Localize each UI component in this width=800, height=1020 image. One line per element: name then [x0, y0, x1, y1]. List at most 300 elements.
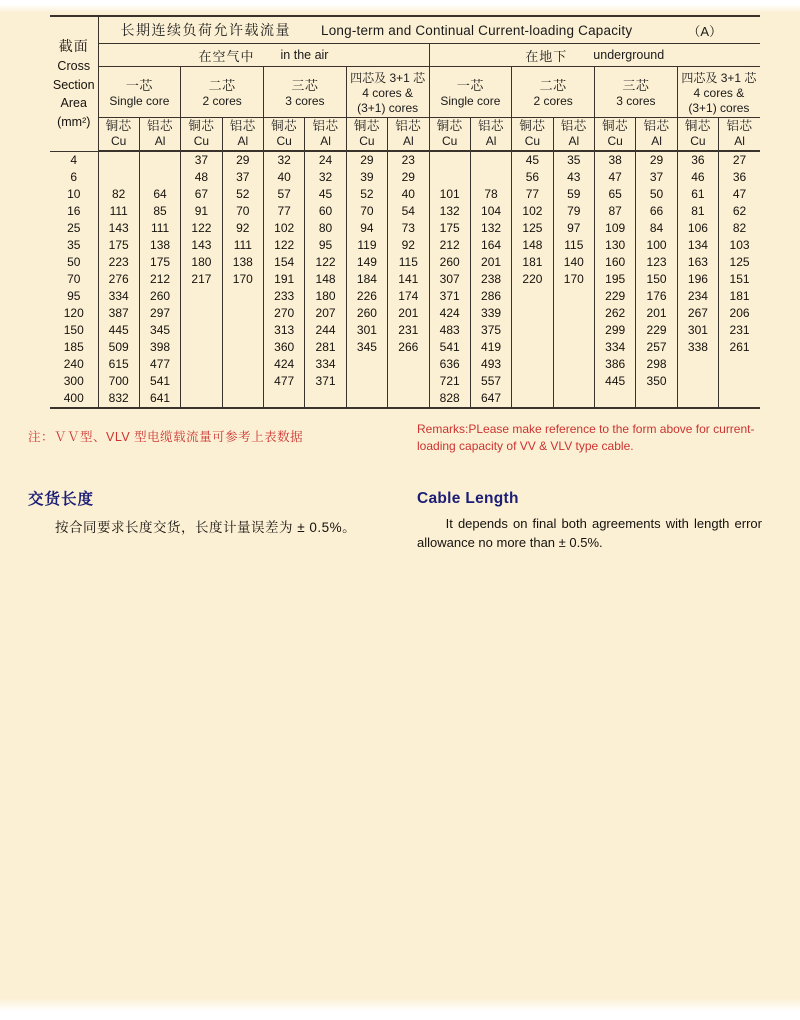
capacity-cell: 59 [553, 186, 594, 203]
table-row [50, 237, 760, 254]
capacity-cell: 170 [222, 271, 263, 288]
capacity-cell: 106 [677, 220, 718, 237]
note-cn: 注：ＶＶ型、VLV 型电缆载流量可参考上表数据 [28, 430, 304, 444]
capacity-cell: 148 [512, 237, 553, 254]
capacity-cell: 77 [264, 203, 305, 220]
capacity-cell: 371 [305, 373, 346, 390]
capacity-table-container [50, 15, 760, 409]
title-row [50, 16, 760, 44]
capacity-cell: 38 [595, 151, 636, 169]
capacity-cell: 151 [719, 271, 760, 288]
capacity-cell: 37 [222, 169, 263, 186]
capacity-cell [636, 390, 677, 408]
capacity-cell: 641 [139, 390, 180, 408]
section-in-air [98, 44, 429, 67]
capacity-table-body [50, 151, 760, 408]
capacity-cell: 61 [677, 186, 718, 203]
aluminum-header: 铝芯 Al [139, 118, 180, 152]
capacity-table [50, 15, 760, 409]
capacity-cell: 36 [677, 151, 718, 169]
capacity-cell: 260 [346, 305, 387, 322]
capacity-table-header [50, 16, 760, 151]
capacity-cell: 191 [264, 271, 305, 288]
capacity-cell: 557 [470, 373, 511, 390]
area-label: 35 [50, 237, 98, 254]
capacity-cell: 123 [636, 254, 677, 271]
capacity-cell: 387 [98, 305, 139, 322]
table-row [50, 151, 760, 169]
section-row [50, 44, 760, 67]
table-title-unit: （A） [687, 23, 722, 39]
capacity-cell: 37 [181, 151, 222, 169]
capacity-cell: 143 [181, 237, 222, 254]
capacity-cell [719, 373, 760, 390]
capacity-cell: 181 [719, 288, 760, 305]
capacity-cell: 339 [470, 305, 511, 322]
capacity-cell: 483 [429, 322, 470, 339]
capacity-cell: 301 [677, 322, 718, 339]
capacity-cell [512, 390, 553, 408]
capacity-cell: 244 [305, 322, 346, 339]
capacity-cell [181, 305, 222, 322]
capacity-cell: 150 [636, 271, 677, 288]
capacity-cell: 257 [636, 339, 677, 356]
capacity-cell: 23 [388, 151, 429, 169]
capacity-cell [222, 373, 263, 390]
capacity-cell: 80 [305, 220, 346, 237]
capacity-cell: 477 [264, 373, 305, 390]
capacity-cell: 115 [388, 254, 429, 271]
capacity-cell: 270 [264, 305, 305, 322]
capacity-cell: 700 [98, 373, 139, 390]
capacity-cell: 180 [181, 254, 222, 271]
capacity-cell: 67 [181, 186, 222, 203]
capacity-cell: 493 [470, 356, 511, 373]
capacity-cell: 828 [429, 390, 470, 408]
capacity-cell: 163 [677, 254, 718, 271]
capacity-cell: 201 [470, 254, 511, 271]
table-title-en: Long-term and Continual Current-loading Capacity [321, 22, 633, 38]
cable-length-body-en: It depends on final both agreements with length error allowance no more than ± 0.5%. [417, 516, 762, 550]
capacity-cell: 164 [470, 237, 511, 254]
table-row [50, 169, 760, 186]
capacity-cell [388, 390, 429, 408]
capacity-cell [181, 288, 222, 305]
core-type-row [50, 67, 760, 118]
table-row [50, 390, 760, 408]
section-underground-cn: 在地下 [525, 48, 568, 64]
capacity-cell [346, 356, 387, 373]
capacity-cell: 45 [305, 186, 346, 203]
cable-length-body-cn: 按合同要求长度交货，长度计量误差为 ± 0.5%。 [55, 520, 357, 535]
capacity-cell [181, 373, 222, 390]
capacity-cell [98, 151, 139, 169]
capacity-cell: 721 [429, 373, 470, 390]
capacity-cell: 238 [470, 271, 511, 288]
capacity-cell: 424 [264, 356, 305, 373]
table-row [50, 322, 760, 339]
capacity-cell: 47 [595, 169, 636, 186]
page-bottom-fade [0, 998, 800, 1020]
capacity-cell: 184 [346, 271, 387, 288]
capacity-cell [388, 373, 429, 390]
capacity-cell [139, 169, 180, 186]
capacity-cell: 52 [346, 186, 387, 203]
capacity-cell: 143 [98, 220, 139, 237]
capacity-cell: 81 [677, 203, 718, 220]
table-row [50, 356, 760, 373]
capacity-cell: 170 [553, 271, 594, 288]
capacity-cell: 149 [346, 254, 387, 271]
capacity-cell: 39 [346, 169, 387, 186]
aluminum-header: 铝芯 Al [719, 118, 760, 152]
table-title-cell [98, 16, 760, 44]
capacity-cell: 134 [677, 237, 718, 254]
capacity-cell: 46 [677, 169, 718, 186]
aluminum-header: 铝芯 Al [388, 118, 429, 152]
capacity-cell: 29 [636, 151, 677, 169]
capacity-cell: 313 [264, 322, 305, 339]
area-label: 50 [50, 254, 98, 271]
area-label: 10 [50, 186, 98, 203]
capacity-cell [719, 356, 760, 373]
cable-length-heading-cn: 交货长度 [28, 491, 95, 508]
capacity-cell: 101 [429, 186, 470, 203]
capacity-cell: 206 [719, 305, 760, 322]
capacity-cell [181, 390, 222, 408]
capacity-cell: 212 [429, 237, 470, 254]
capacity-cell [470, 151, 511, 169]
capacity-cell: 345 [139, 322, 180, 339]
underground-single-core-header: 一芯 Single core [429, 67, 512, 118]
air-2-cores-header: 二芯 2 cores [181, 67, 264, 118]
capacity-cell: 65 [595, 186, 636, 203]
copper-header: 铜芯 Cu [181, 118, 222, 152]
area-label: 185 [50, 339, 98, 356]
capacity-cell: 132 [470, 220, 511, 237]
copper-header: 铜芯 Cu [677, 118, 718, 152]
capacity-cell: 233 [264, 288, 305, 305]
capacity-cell: 35 [553, 151, 594, 169]
table-row [50, 186, 760, 203]
table-row [50, 220, 760, 237]
capacity-cell: 175 [139, 254, 180, 271]
capacity-cell: 231 [388, 322, 429, 339]
capacity-cell: 195 [595, 271, 636, 288]
capacity-cell [429, 169, 470, 186]
capacity-cell: 77 [512, 186, 553, 203]
cross-section-cn: 截面 [58, 37, 89, 54]
capacity-cell: 64 [139, 186, 180, 203]
copper-header: 铜芯 Cu [595, 118, 636, 152]
capacity-cell [264, 390, 305, 408]
copper-header: 铜芯 Cu [264, 118, 305, 152]
capacity-cell [719, 390, 760, 408]
capacity-cell: 267 [677, 305, 718, 322]
capacity-cell: 73 [388, 220, 429, 237]
capacity-cell [512, 339, 553, 356]
capacity-cell: 138 [222, 254, 263, 271]
section-underground-en: underground [593, 48, 665, 62]
capacity-cell: 24 [305, 151, 346, 169]
capacity-cell: 174 [388, 288, 429, 305]
capacity-cell: 130 [595, 237, 636, 254]
capacity-cell: 297 [139, 305, 180, 322]
aluminum-header: 铝芯 Al [305, 118, 346, 152]
capacity-cell: 220 [512, 271, 553, 288]
capacity-cell [222, 305, 263, 322]
capacity-cell: 229 [636, 322, 677, 339]
capacity-cell [305, 390, 346, 408]
air-3-cores-header: 三芯 3 cores [264, 67, 347, 118]
capacity-cell: 276 [98, 271, 139, 288]
capacity-cell: 229 [595, 288, 636, 305]
capacity-cell [181, 356, 222, 373]
air-single-core-header: 一芯 Single core [98, 67, 181, 118]
capacity-cell: 260 [139, 288, 180, 305]
capacity-cell: 231 [719, 322, 760, 339]
cross-section-en-line1: Cross [57, 58, 91, 73]
capacity-cell: 82 [719, 220, 760, 237]
capacity-cell: 141 [388, 271, 429, 288]
air-4-cores-header: 四芯及 3+1 芯 4 cores & (3+1) cores [346, 67, 429, 118]
capacity-cell: 132 [429, 203, 470, 220]
capacity-cell: 91 [181, 203, 222, 220]
capacity-cell: 419 [470, 339, 511, 356]
capacity-cell: 207 [305, 305, 346, 322]
capacity-cell: 345 [346, 339, 387, 356]
copper-header: 铜芯 Cu [429, 118, 470, 152]
capacity-cell: 125 [512, 220, 553, 237]
capacity-cell [222, 356, 263, 373]
area-label: 240 [50, 356, 98, 373]
capacity-cell [595, 390, 636, 408]
note-en: Remarks:PLease make reference to the form above for current-loading capacity of VV & VLV type cable. [417, 422, 755, 454]
capacity-cell [553, 305, 594, 322]
capacity-cell: 299 [595, 322, 636, 339]
capacity-cell [470, 169, 511, 186]
capacity-cell: 286 [470, 288, 511, 305]
capacity-cell: 92 [388, 237, 429, 254]
cable-length-heading-en: Cable Length [417, 490, 519, 507]
capacity-cell: 115 [553, 237, 594, 254]
capacity-cell: 175 [429, 220, 470, 237]
copper-header: 铜芯 Cu [98, 118, 139, 152]
copper-header: 铜芯 Cu [512, 118, 553, 152]
capacity-cell [512, 305, 553, 322]
cross-section-header [50, 16, 98, 151]
capacity-cell: 62 [719, 203, 760, 220]
capacity-cell [512, 322, 553, 339]
area-label: 70 [50, 271, 98, 288]
capacity-cell: 154 [264, 254, 305, 271]
capacity-cell: 360 [264, 339, 305, 356]
capacity-cell: 85 [139, 203, 180, 220]
capacity-cell [98, 169, 139, 186]
capacity-cell: 54 [388, 203, 429, 220]
capacity-cell [553, 322, 594, 339]
capacity-cell: 29 [222, 151, 263, 169]
capacity-cell: 122 [264, 237, 305, 254]
capacity-cell [222, 390, 263, 408]
capacity-cell: 100 [636, 237, 677, 254]
capacity-cell [222, 288, 263, 305]
area-label: 150 [50, 322, 98, 339]
capacity-cell: 92 [222, 220, 263, 237]
page-top-fade [0, 0, 800, 13]
capacity-cell: 79 [553, 203, 594, 220]
capacity-cell: 477 [139, 356, 180, 373]
capacity-cell: 541 [429, 339, 470, 356]
area-label: 95 [50, 288, 98, 305]
aluminum-header: 铝芯 Al [553, 118, 594, 152]
capacity-cell: 111 [222, 237, 263, 254]
capacity-cell: 29 [388, 169, 429, 186]
underground-3-cores-header: 三芯 3 cores [595, 67, 678, 118]
capacity-cell: 32 [305, 169, 346, 186]
area-label: 6 [50, 169, 98, 186]
capacity-cell: 196 [677, 271, 718, 288]
table-row [50, 373, 760, 390]
capacity-cell: 212 [139, 271, 180, 288]
aluminum-header: 铝芯 Al [636, 118, 677, 152]
table-row [50, 288, 760, 305]
capacity-cell: 307 [429, 271, 470, 288]
capacity-cell: 832 [98, 390, 139, 408]
capacity-cell: 223 [98, 254, 139, 271]
capacity-cell: 334 [98, 288, 139, 305]
capacity-cell: 234 [677, 288, 718, 305]
capacity-cell: 298 [636, 356, 677, 373]
capacity-cell: 40 [388, 186, 429, 203]
capacity-cell: 509 [98, 339, 139, 356]
capacity-cell: 48 [181, 169, 222, 186]
capacity-cell [346, 390, 387, 408]
capacity-cell: 148 [305, 271, 346, 288]
table-row [50, 339, 760, 356]
capacity-cell [677, 356, 718, 373]
capacity-cell: 217 [181, 271, 222, 288]
capacity-cell: 636 [429, 356, 470, 373]
capacity-cell: 66 [636, 203, 677, 220]
capacity-cell: 350 [636, 373, 677, 390]
material-row [50, 118, 760, 152]
capacity-cell [429, 151, 470, 169]
cross-section-unit: (mm²) [57, 115, 91, 129]
capacity-cell: 95 [305, 237, 346, 254]
capacity-cell [388, 356, 429, 373]
capacity-cell: 111 [98, 203, 139, 220]
capacity-cell [512, 288, 553, 305]
capacity-cell: 386 [595, 356, 636, 373]
capacity-cell: 338 [677, 339, 718, 356]
capacity-cell: 47 [719, 186, 760, 203]
capacity-cell: 176 [636, 288, 677, 305]
table-row [50, 305, 760, 322]
capacity-cell [222, 339, 263, 356]
capacity-cell: 226 [346, 288, 387, 305]
capacity-cell [512, 373, 553, 390]
capacity-cell: 541 [139, 373, 180, 390]
underground-4-cores-header: 四芯及 3+1 芯 4 cores & (3+1) cores [677, 67, 760, 118]
section-underground [429, 44, 760, 67]
capacity-cell: 260 [429, 254, 470, 271]
capacity-cell: 109 [595, 220, 636, 237]
table-row [50, 271, 760, 288]
capacity-cell: 70 [222, 203, 263, 220]
capacity-cell: 615 [98, 356, 139, 373]
cross-section-en-line2: Section [52, 77, 95, 92]
capacity-cell: 70 [346, 203, 387, 220]
capacity-cell: 29 [346, 151, 387, 169]
capacity-cell: 160 [595, 254, 636, 271]
capacity-cell: 125 [719, 254, 760, 271]
section-in-air-en: in the air [280, 48, 329, 62]
capacity-cell: 45 [512, 151, 553, 169]
capacity-cell: 647 [470, 390, 511, 408]
capacity-cell [181, 322, 222, 339]
capacity-cell [512, 356, 553, 373]
capacity-cell [553, 339, 594, 356]
capacity-cell: 50 [636, 186, 677, 203]
area-label: 25 [50, 220, 98, 237]
capacity-cell: 371 [429, 288, 470, 305]
capacity-cell [181, 339, 222, 356]
capacity-cell: 37 [636, 169, 677, 186]
area-label: 4 [50, 151, 98, 169]
capacity-cell: 262 [595, 305, 636, 322]
aluminum-header: 铝芯 Al [470, 118, 511, 152]
capacity-cell: 84 [636, 220, 677, 237]
aluminum-header: 铝芯 Al [222, 118, 263, 152]
capacity-cell: 138 [139, 237, 180, 254]
copper-header: 铜芯 Cu [346, 118, 387, 152]
capacity-cell: 82 [98, 186, 139, 203]
capacity-cell: 43 [553, 169, 594, 186]
table-title-cn: 长期连续负荷允许载流量 [120, 22, 291, 38]
capacity-cell: 261 [719, 339, 760, 356]
capacity-cell: 102 [264, 220, 305, 237]
underground-2-cores-header: 二芯 2 cores [512, 67, 595, 118]
area-label: 400 [50, 390, 98, 408]
area-label: 300 [50, 373, 98, 390]
capacity-cell [677, 373, 718, 390]
capacity-cell: 175 [98, 237, 139, 254]
capacity-cell: 36 [719, 169, 760, 186]
capacity-cell: 281 [305, 339, 346, 356]
capacity-cell: 181 [512, 254, 553, 271]
capacity-cell: 111 [139, 220, 180, 237]
capacity-cell: 122 [305, 254, 346, 271]
capacity-cell [222, 322, 263, 339]
capacity-cell: 398 [139, 339, 180, 356]
capacity-cell: 201 [388, 305, 429, 322]
area-label: 120 [50, 305, 98, 322]
capacity-cell: 140 [553, 254, 594, 271]
capacity-cell: 60 [305, 203, 346, 220]
capacity-cell: 78 [470, 186, 511, 203]
capacity-cell [346, 373, 387, 390]
table-row [50, 203, 760, 220]
capacity-cell [677, 390, 718, 408]
capacity-cell: 201 [636, 305, 677, 322]
capacity-cell: 266 [388, 339, 429, 356]
capacity-cell: 122 [181, 220, 222, 237]
capacity-cell: 445 [595, 373, 636, 390]
capacity-cell: 103 [719, 237, 760, 254]
section-in-air-cn: 在空气中 [198, 48, 255, 64]
capacity-cell [553, 390, 594, 408]
